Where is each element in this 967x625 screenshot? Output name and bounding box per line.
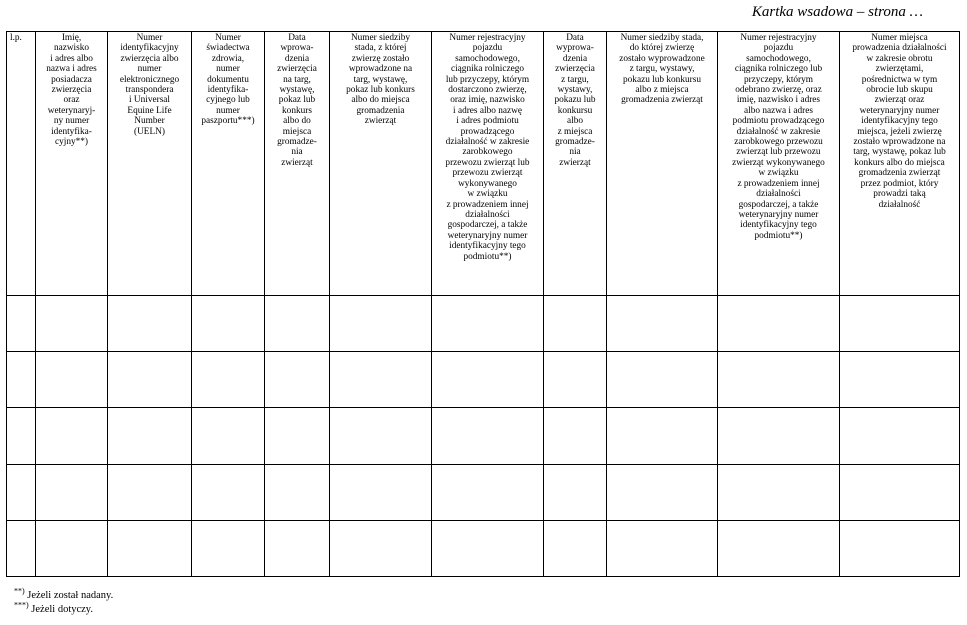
table-cell[interactable] bbox=[192, 296, 265, 352]
table-row bbox=[7, 520, 960, 576]
table-cell[interactable] bbox=[265, 296, 330, 352]
table-cell[interactable] bbox=[192, 464, 265, 520]
table-cell[interactable] bbox=[432, 408, 544, 464]
table-cell[interactable] bbox=[36, 408, 108, 464]
footnote-symbol: ***) bbox=[14, 600, 29, 610]
table-cell[interactable] bbox=[330, 408, 432, 464]
table-cell[interactable] bbox=[544, 464, 607, 520]
table-cell[interactable] bbox=[840, 464, 960, 520]
table-cell[interactable] bbox=[432, 464, 544, 520]
table-cell[interactable] bbox=[108, 296, 192, 352]
table-cell[interactable] bbox=[7, 520, 36, 576]
table-cell[interactable] bbox=[607, 520, 718, 576]
header-pickup-vehicle: Numer rejestracyjny pojazdu samochodowego, ciągnika rolniczego lub przyczepy, którym odebrano zwierzę, oraz imię, nazwisko i adres albo nazwa i adres podmiotu prowadzącego działalność w zakresie zarobkowego przewozu zwierząt lub przewozu zwierząt wykonywanego w związku z prowadzeniem innej działalności gospodarczej, a także weterynaryjny numer identyfikacyjny tego podmiotu**) bbox=[718, 32, 840, 296]
table-cell[interactable] bbox=[36, 296, 108, 352]
header-trade-place: Numer miejsca prowadzenia działalności w zakresie obrotu zwierzętami, pośrednictwa w tym obrocie lub skupu zwierząt oraz weterynaryjny numer identyfikacyjny tego miejsca, jeżeli zwierzę zostało wprowadzone na targ, wystawę, pokaz lub konkurs albo do miejsca gromadzenia zwierząt przez podmiot, który prowadzi taką działalność bbox=[840, 32, 960, 296]
table-cell[interactable] bbox=[330, 296, 432, 352]
header-health-certificate: Numer świadectwa zdrowia, numer dokumentu identyfika- cyjnego lub numer paszportu***) bbox=[192, 32, 265, 296]
header-delivery-vehicle: Numer rejestracyjny pojazdu samochodowego, ciągnika rolniczego lub przyczepy, którym dostarczono zwierzę, oraz imię, nazwisko i adres albo nazwę i adres podmiotu prowadzącego działalność w zakresie zarobkowego przewozu zwierząt lub przewozu zwierząt wykonywanego w związku z prowadzeniem innej działalności gospodarczej, a także weterynaryjny numer identyfikacyjny tego podmiotu**) bbox=[432, 32, 544, 296]
table-cell[interactable] bbox=[840, 408, 960, 464]
table-cell[interactable] bbox=[7, 464, 36, 520]
table-cell[interactable] bbox=[607, 464, 718, 520]
table-cell[interactable] bbox=[607, 408, 718, 464]
table-cell[interactable] bbox=[7, 296, 36, 352]
table-cell[interactable] bbox=[192, 408, 265, 464]
header-owner: Imię, nazwisko i adres albo nazwa i adres posiadacza zwierzęcia oraz weterynaryj- ny numer identyfika- cyjny**) bbox=[36, 32, 108, 296]
table-cell[interactable] bbox=[265, 520, 330, 576]
header-entry-date: Data wprowa- dzenia zwierzęcia na targ, wystawę, pokaz lub konkurs albo do miejsca gromadze- nia zwierząt bbox=[265, 32, 330, 296]
table-cell[interactable] bbox=[36, 520, 108, 576]
table-cell[interactable] bbox=[108, 464, 192, 520]
header-exit-date: Data wyprowa- dzenia zwierzęcia z targu, wystawy, pokazu lub konkursu albo z miejsca gromadze- nia zwierząt bbox=[544, 32, 607, 296]
table-cell[interactable] bbox=[718, 520, 840, 576]
table-cell[interactable] bbox=[36, 464, 108, 520]
batch-sheet-table bbox=[6, 31, 960, 577]
table-cell[interactable] bbox=[840, 352, 960, 408]
header-origin-herd: Numer siedziby stada, z której zwierzę zostało wprowadzone na targ, wystawę, pokaz lub konkurs albo do miejsca gromadzenia zwierząt bbox=[330, 32, 432, 296]
header-row bbox=[7, 32, 960, 296]
table-cell[interactable] bbox=[718, 408, 840, 464]
table-cell[interactable] bbox=[108, 352, 192, 408]
header-animal-id: Numer identyfikacyjny zwierzęcia albo numer elektronicznego transpondera i Universal Equine Life Number (UELN) bbox=[108, 32, 192, 296]
table-cell[interactable] bbox=[432, 352, 544, 408]
table-cell[interactable] bbox=[330, 464, 432, 520]
table-cell[interactable] bbox=[718, 352, 840, 408]
footnote-row bbox=[14, 600, 113, 617]
table-cell[interactable] bbox=[7, 352, 36, 408]
table-row bbox=[7, 464, 960, 520]
table-cell[interactable] bbox=[192, 520, 265, 576]
footnote-text: Jeżeli dotyczy. bbox=[31, 604, 94, 615]
footnote-text: Jeżeli został nadany. bbox=[27, 590, 114, 601]
table-cell[interactable] bbox=[544, 520, 607, 576]
footnote-symbol: **) bbox=[14, 586, 25, 596]
table-cell[interactable] bbox=[7, 408, 36, 464]
table-cell[interactable] bbox=[330, 352, 432, 408]
table-cell[interactable] bbox=[718, 464, 840, 520]
table-cell[interactable] bbox=[330, 520, 432, 576]
table-cell[interactable] bbox=[192, 352, 265, 408]
header-lp: l.p. bbox=[7, 32, 36, 296]
table-row bbox=[7, 408, 960, 464]
table-cell[interactable] bbox=[544, 352, 607, 408]
table-cell[interactable] bbox=[544, 296, 607, 352]
table-cell[interactable] bbox=[36, 352, 108, 408]
table-cell[interactable] bbox=[265, 352, 330, 408]
table-cell[interactable] bbox=[840, 520, 960, 576]
table-cell[interactable] bbox=[432, 520, 544, 576]
table-cell[interactable] bbox=[607, 296, 718, 352]
page-title: Kartka wsadowa – strona … bbox=[751, 4, 923, 20]
table-cell[interactable] bbox=[544, 408, 607, 464]
table-row bbox=[7, 296, 960, 352]
table-cell[interactable] bbox=[607, 352, 718, 408]
table-cell[interactable] bbox=[718, 296, 840, 352]
table-cell[interactable] bbox=[265, 464, 330, 520]
table-cell[interactable] bbox=[432, 296, 544, 352]
header-destination-herd: Numer siedziby stada, do której zwierzę zostało wyprowadzone z targu, wystawy, pokazu lub konkursu albo z miejsca gromadzenia zwierząt bbox=[607, 32, 718, 296]
table-cell[interactable] bbox=[108, 408, 192, 464]
footnotes bbox=[14, 586, 114, 617]
table-cell[interactable] bbox=[265, 408, 330, 464]
table-cell[interactable] bbox=[108, 520, 192, 576]
table-cell[interactable] bbox=[840, 296, 960, 352]
table-row bbox=[7, 352, 960, 408]
